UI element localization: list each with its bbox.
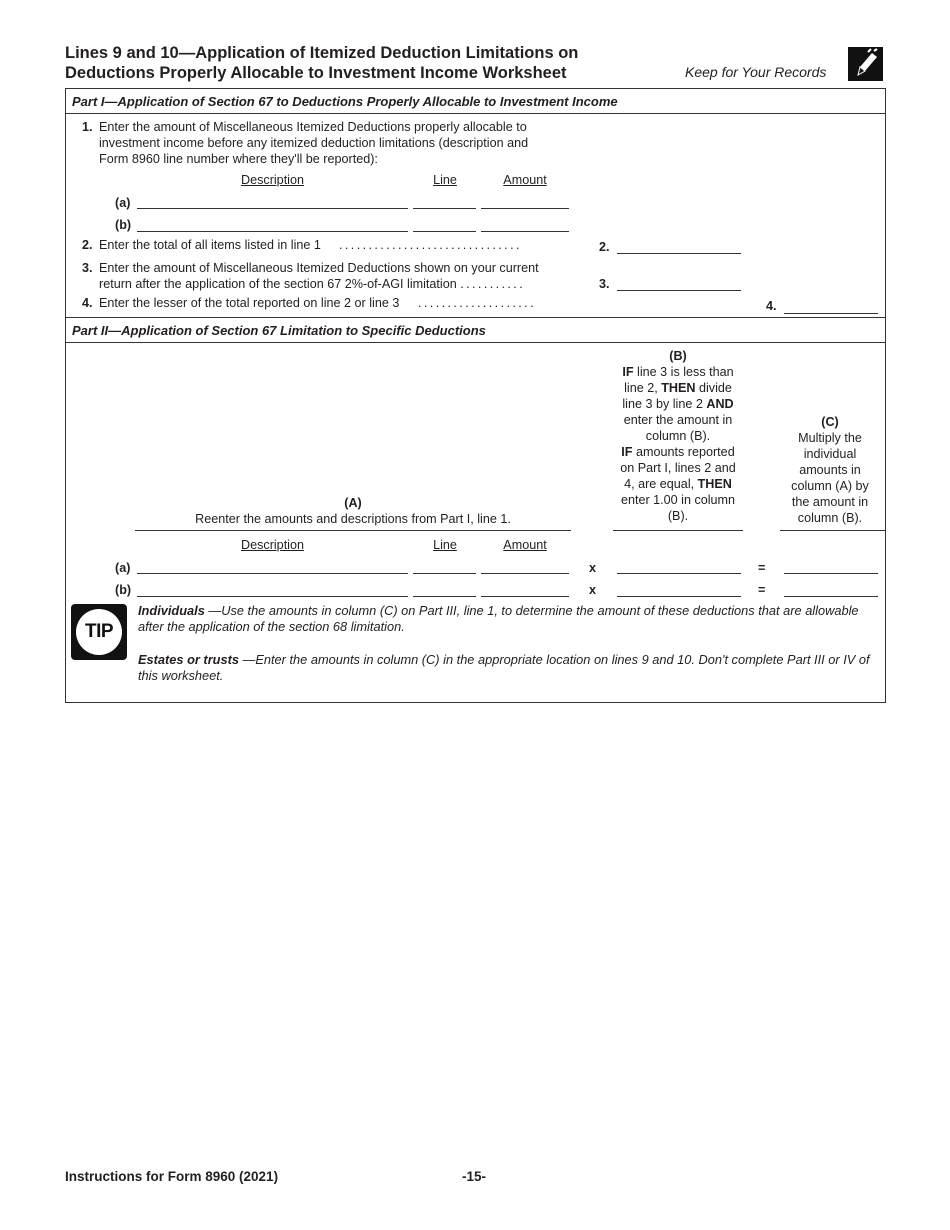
line4-ref: 4. <box>766 299 777 313</box>
equals-sign: = <box>758 561 766 575</box>
title-line-1: Lines 9 and 10—Application of Itemized Deduction Limitations on <box>65 44 579 62</box>
column-c-line: individual <box>803 447 857 461</box>
line1-number: 1. <box>82 120 93 134</box>
line2-number: 2. <box>82 238 93 252</box>
line4-number: 4. <box>82 296 93 310</box>
col-line-header: Line <box>433 173 457 187</box>
divider <box>65 342 886 343</box>
part2-row-a-column-b-field[interactable] <box>617 573 741 574</box>
column-a-label: (A) <box>344 496 362 510</box>
line3-amount-field[interactable] <box>617 290 741 291</box>
line3-text-2: return after the application of the section 67 2%-of-AGI limitation <box>99 277 457 291</box>
pen-icon <box>848 47 883 81</box>
part2-row-a-line-field[interactable] <box>413 573 476 574</box>
line4-leader: .................... <box>418 296 536 310</box>
part1-heading: Part I—Application of Section 67 to Deductions Properly Allocable to Investment Income <box>72 94 618 109</box>
line3-number: 3. <box>82 261 93 275</box>
multiply-sign: x <box>589 583 597 597</box>
column-c-label: (C) <box>821 415 839 429</box>
footer-form-name: Instructions for Form 8960 (2021) <box>65 1169 279 1184</box>
tip-estates-text: —Enter the amounts in column (C) in the appropriate location on lines 9 and 10. Don't complete Part III or IV of this worksheet. <box>138 652 870 683</box>
tip-icon <box>71 604 127 660</box>
column-c-rule <box>780 530 885 531</box>
line1-text-1: Enter the amount of Miscellaneous Itemized Deductions properly allocable to <box>99 120 527 134</box>
part2-row-a-description-field[interactable] <box>137 573 408 574</box>
part2-row-a-column-c-field[interactable] <box>784 573 878 574</box>
row-b-label: (b) <box>115 218 132 232</box>
part2-row-b-column-c-field[interactable] <box>784 596 878 597</box>
part2-row-b-line-field[interactable] <box>413 596 476 597</box>
row-a-description-field[interactable] <box>137 208 408 209</box>
worksheet-title <box>65 43 665 83</box>
page-number: -15- <box>462 1169 487 1184</box>
column-a-rule <box>135 530 571 531</box>
multiply-sign: x <box>589 561 597 575</box>
line4-text: Enter the lesser of the total reported on line 2 or line 3 <box>99 296 400 310</box>
col-amount-header: Amount <box>503 173 547 187</box>
row-a-label: (a) <box>115 196 131 210</box>
line2-leader: ............................... <box>339 238 522 252</box>
column-c-instructions <box>775 430 885 526</box>
column-c-line: the amount in <box>791 495 869 509</box>
line3-text-1: Enter the amount of Miscellaneous Itemized Deductions shown on your current <box>99 261 539 275</box>
divider <box>65 317 886 318</box>
column-c-line: amounts in <box>799 463 861 477</box>
row-a-line-field[interactable] <box>413 208 476 209</box>
row-a-label: (a) <box>115 561 131 575</box>
column-c-line: Multiply the <box>798 431 862 445</box>
part2-row-b-column-b-field[interactable] <box>617 596 741 597</box>
column-b-rule <box>613 530 743 531</box>
column-c-line: column (A) by <box>791 479 869 493</box>
tip-badge: TIP <box>76 609 122 655</box>
part2-heading: Part II—Application of Section 67 Limitation to Specific Deductions <box>72 323 486 338</box>
line3-ref: 3. <box>599 277 610 291</box>
col-description-header: Description <box>241 173 304 187</box>
equals-sign: = <box>758 583 766 597</box>
row-b-amount-field[interactable] <box>481 231 569 232</box>
tip-estates-bold: Estates or trusts <box>138 652 239 667</box>
line3-leader: ........... <box>460 277 526 291</box>
line4-amount-field[interactable] <box>784 313 878 314</box>
keep-records-label: Keep for Your Records <box>685 64 827 80</box>
line2-amount-field[interactable] <box>617 253 741 254</box>
tip-individuals-bold: Individuals <box>138 603 205 618</box>
line1-text-3: Form 8960 line number where they'll be reported): <box>99 152 378 166</box>
line2-text: Enter the total of all items listed in line 1 <box>99 238 321 252</box>
tip-individuals-text: —Use the amounts in column (C) on Part III, line 1, to determine the amount of these deductions that are allowable after the application of the section 68 limitation. <box>138 603 859 634</box>
title-line-2: Deductions Properly Allocable to Investment Income Worksheet <box>65 64 567 82</box>
column-b-label: (B) <box>669 349 687 363</box>
col-description-header: Description <box>241 538 304 552</box>
line1-text-2: investment income before any itemized deduction limitations (description and <box>99 136 529 150</box>
row-b-line-field[interactable] <box>413 231 476 232</box>
line1-text <box>99 119 528 167</box>
column-b-instructions: IF line 3 is less than line 2, THEN divide line 3 by line 2 AND enter the amount in column (B). IF amounts reported on Part I, lines 2 and 4, are equal, THEN enter 1.00 in column (B). <box>620 365 736 523</box>
line2-ref: 2. <box>599 240 610 254</box>
tip-estates <box>138 652 878 684</box>
row-b-description-field[interactable] <box>137 231 408 232</box>
row-a-amount-field[interactable] <box>481 208 569 209</box>
part2-row-b-amount-field[interactable] <box>481 596 569 597</box>
row-b-label: (b) <box>115 583 132 597</box>
part2-row-a-amount-field[interactable] <box>481 573 569 574</box>
column-c-line: column (B). <box>797 511 863 525</box>
col-amount-header: Amount <box>503 538 547 552</box>
part2-row-b-description-field[interactable] <box>137 596 408 597</box>
column-a-text: Reenter the amounts and descriptions from Part I, line 1. <box>195 512 511 526</box>
col-line-header: Line <box>433 538 457 552</box>
tip-individuals <box>138 603 878 635</box>
line3-text <box>99 260 539 292</box>
divider <box>65 113 886 114</box>
